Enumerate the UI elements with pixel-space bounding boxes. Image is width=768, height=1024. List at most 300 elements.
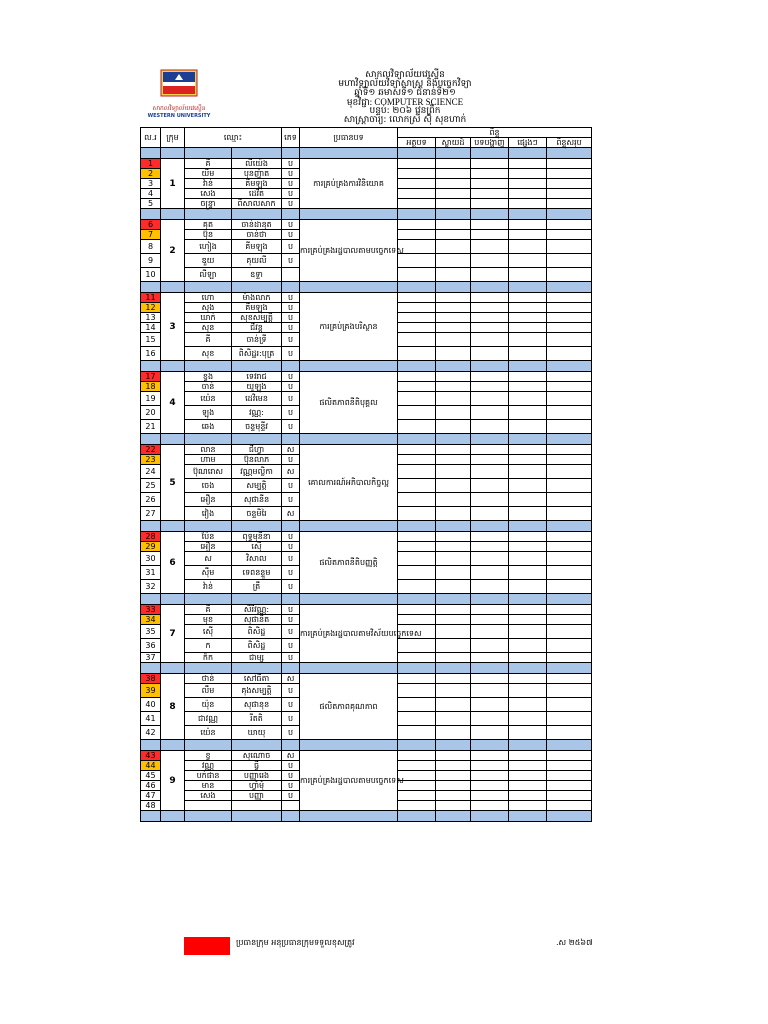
score-presentation[interactable] bbox=[471, 189, 509, 199]
score-article[interactable] bbox=[398, 726, 436, 740]
score-other[interactable] bbox=[509, 313, 547, 323]
score-presentation[interactable] bbox=[471, 653, 509, 663]
score-total[interactable] bbox=[547, 189, 592, 199]
separator-cell bbox=[232, 594, 282, 605]
score-slide[interactable] bbox=[436, 605, 471, 615]
student-lastname: សុង bbox=[185, 303, 232, 313]
score-other[interactable] bbox=[509, 493, 547, 507]
student-no: 42 bbox=[141, 726, 161, 740]
score-presentation[interactable] bbox=[471, 293, 509, 303]
score-article[interactable] bbox=[398, 493, 436, 507]
score-slide[interactable] bbox=[436, 566, 471, 580]
score-other[interactable] bbox=[509, 674, 547, 684]
score-other[interactable] bbox=[509, 347, 547, 361]
score-article[interactable] bbox=[398, 323, 436, 333]
separator-row bbox=[141, 521, 592, 532]
score-article[interactable] bbox=[398, 406, 436, 420]
score-total[interactable] bbox=[547, 372, 592, 382]
score-other[interactable] bbox=[509, 392, 547, 406]
score-other[interactable] bbox=[509, 230, 547, 240]
score-slide[interactable] bbox=[436, 333, 471, 347]
score-other[interactable] bbox=[509, 159, 547, 169]
separator-cell bbox=[185, 282, 232, 293]
student-lastname: ឆេង bbox=[185, 420, 232, 434]
score-total[interactable] bbox=[547, 712, 592, 726]
score-other[interactable] bbox=[509, 507, 547, 521]
student-firstname: ចាន់ទ្រី bbox=[232, 333, 282, 347]
score-other[interactable] bbox=[509, 240, 547, 254]
score-other[interactable] bbox=[509, 580, 547, 594]
score-slide[interactable] bbox=[436, 542, 471, 552]
student-row bbox=[141, 751, 592, 761]
score-presentation[interactable] bbox=[471, 333, 509, 347]
separator-row bbox=[141, 811, 592, 822]
score-other[interactable] bbox=[509, 639, 547, 653]
score-article[interactable] bbox=[398, 455, 436, 465]
score-other[interactable] bbox=[509, 771, 547, 781]
score-slide[interactable] bbox=[436, 323, 471, 333]
student-lastname: គី bbox=[185, 605, 232, 615]
score-slide[interactable] bbox=[436, 240, 471, 254]
score-presentation[interactable] bbox=[471, 240, 509, 254]
score-slide[interactable] bbox=[436, 313, 471, 323]
score-total[interactable] bbox=[547, 268, 592, 282]
score-other[interactable] bbox=[509, 605, 547, 615]
score-other[interactable] bbox=[509, 382, 547, 392]
score-total[interactable] bbox=[547, 420, 592, 434]
score-other[interactable] bbox=[509, 303, 547, 313]
separator-cell bbox=[509, 521, 547, 532]
col-slide: ស្លាយដ៍ bbox=[436, 138, 471, 148]
student-firstname: គីមឡុង bbox=[232, 240, 282, 254]
score-total[interactable] bbox=[547, 479, 592, 493]
score-presentation[interactable] bbox=[471, 220, 509, 230]
score-article[interactable] bbox=[398, 580, 436, 594]
score-other[interactable] bbox=[509, 801, 547, 811]
separator-cell bbox=[282, 148, 300, 159]
score-slide[interactable] bbox=[436, 493, 471, 507]
score-presentation[interactable] bbox=[471, 542, 509, 552]
score-total[interactable] bbox=[547, 532, 592, 542]
student-sex: ប bbox=[282, 392, 300, 406]
score-article[interactable] bbox=[398, 465, 436, 479]
score-other[interactable] bbox=[509, 293, 547, 303]
score-article[interactable] bbox=[398, 347, 436, 361]
separator-cell bbox=[471, 361, 509, 372]
score-presentation[interactable] bbox=[471, 465, 509, 479]
score-presentation[interactable] bbox=[471, 382, 509, 392]
score-total[interactable] bbox=[547, 465, 592, 479]
score-article[interactable] bbox=[398, 303, 436, 313]
score-presentation[interactable] bbox=[471, 751, 509, 761]
student-firstname: ចន្ទមុន្ទីវ bbox=[232, 420, 282, 434]
separator-cell bbox=[398, 521, 436, 532]
score-other[interactable] bbox=[509, 542, 547, 552]
score-other[interactable] bbox=[509, 751, 547, 761]
student-lastname: យឹម bbox=[185, 169, 232, 179]
score-total[interactable] bbox=[547, 333, 592, 347]
score-slide[interactable] bbox=[436, 420, 471, 434]
score-other[interactable] bbox=[509, 791, 547, 801]
score-total[interactable] bbox=[547, 159, 592, 169]
score-slide[interactable] bbox=[436, 382, 471, 392]
score-other[interactable] bbox=[509, 179, 547, 189]
score-other[interactable] bbox=[509, 189, 547, 199]
student-no: 43 bbox=[141, 751, 161, 761]
score-other[interactable] bbox=[509, 653, 547, 663]
separator-row bbox=[141, 148, 592, 159]
score-article[interactable] bbox=[398, 605, 436, 615]
student-firstname: ស៊ើ bbox=[232, 542, 282, 552]
score-presentation[interactable] bbox=[471, 507, 509, 521]
score-presentation[interactable] bbox=[471, 791, 509, 801]
score-total[interactable] bbox=[547, 230, 592, 240]
score-presentation[interactable] bbox=[471, 347, 509, 361]
score-total[interactable] bbox=[547, 552, 592, 566]
separator-row bbox=[141, 594, 592, 605]
score-other[interactable] bbox=[509, 712, 547, 726]
score-total[interactable] bbox=[547, 580, 592, 594]
score-presentation[interactable] bbox=[471, 552, 509, 566]
separator-cell bbox=[509, 663, 547, 674]
score-other[interactable] bbox=[509, 220, 547, 230]
score-total[interactable] bbox=[547, 726, 592, 740]
score-other[interactable] bbox=[509, 333, 547, 347]
separator-cell bbox=[282, 811, 300, 822]
score-other[interactable] bbox=[509, 615, 547, 625]
score-other[interactable] bbox=[509, 445, 547, 455]
score-slide[interactable] bbox=[436, 625, 471, 639]
score-presentation[interactable] bbox=[471, 323, 509, 333]
score-total[interactable] bbox=[547, 179, 592, 189]
student-sex: ប bbox=[282, 420, 300, 434]
score-other[interactable] bbox=[509, 726, 547, 740]
score-presentation[interactable] bbox=[471, 493, 509, 507]
score-total[interactable] bbox=[547, 684, 592, 698]
score-presentation[interactable] bbox=[471, 406, 509, 420]
score-slide[interactable] bbox=[436, 169, 471, 179]
score-slide[interactable] bbox=[436, 507, 471, 521]
score-article[interactable] bbox=[398, 791, 436, 801]
score-total[interactable] bbox=[547, 751, 592, 761]
score-slide[interactable] bbox=[436, 179, 471, 189]
score-article[interactable] bbox=[398, 653, 436, 663]
score-slide[interactable] bbox=[436, 751, 471, 761]
score-presentation[interactable] bbox=[471, 698, 509, 712]
score-article[interactable] bbox=[398, 761, 436, 771]
score-total[interactable] bbox=[547, 240, 592, 254]
score-slide[interactable] bbox=[436, 615, 471, 625]
score-slide[interactable] bbox=[436, 674, 471, 684]
score-slide[interactable] bbox=[436, 406, 471, 420]
group-topic: គោលការណ៍អភិបាលកិច្ចល្អ bbox=[300, 445, 398, 521]
score-article[interactable] bbox=[398, 420, 436, 434]
score-presentation[interactable] bbox=[471, 303, 509, 313]
student-lastname: លឹម bbox=[185, 684, 232, 698]
score-article[interactable] bbox=[398, 220, 436, 230]
score-total[interactable] bbox=[547, 761, 592, 771]
score-presentation[interactable] bbox=[471, 199, 509, 209]
score-slide[interactable] bbox=[436, 254, 471, 268]
score-total[interactable] bbox=[547, 455, 592, 465]
score-presentation[interactable] bbox=[471, 781, 509, 791]
score-slide[interactable] bbox=[436, 303, 471, 313]
separator-cell bbox=[185, 361, 232, 372]
student-firstname: ចាន់ថា bbox=[232, 230, 282, 240]
score-slide[interactable] bbox=[436, 455, 471, 465]
separator-cell bbox=[161, 740, 185, 751]
score-slide[interactable] bbox=[436, 465, 471, 479]
score-article[interactable] bbox=[398, 179, 436, 189]
score-total[interactable] bbox=[547, 382, 592, 392]
score-slide[interactable] bbox=[436, 712, 471, 726]
score-presentation[interactable] bbox=[471, 169, 509, 179]
separator-cell bbox=[232, 209, 282, 220]
score-other[interactable] bbox=[509, 199, 547, 209]
student-sex: ប bbox=[282, 566, 300, 580]
score-presentation[interactable] bbox=[471, 532, 509, 542]
score-presentation[interactable] bbox=[471, 230, 509, 240]
score-slide[interactable] bbox=[436, 684, 471, 698]
score-slide[interactable] bbox=[436, 781, 471, 791]
score-other[interactable] bbox=[509, 465, 547, 479]
score-total[interactable] bbox=[547, 791, 592, 801]
score-total[interactable] bbox=[547, 293, 592, 303]
score-presentation[interactable] bbox=[471, 445, 509, 455]
score-article[interactable] bbox=[398, 801, 436, 811]
score-article[interactable] bbox=[398, 268, 436, 282]
student-sex: ប bbox=[282, 493, 300, 507]
score-slide[interactable] bbox=[436, 532, 471, 542]
score-other[interactable] bbox=[509, 268, 547, 282]
score-total[interactable] bbox=[547, 698, 592, 712]
score-slide[interactable] bbox=[436, 268, 471, 282]
score-article[interactable] bbox=[398, 445, 436, 455]
score-article[interactable] bbox=[398, 333, 436, 347]
student-firstname: គុងសម្បត្តិ bbox=[232, 684, 282, 698]
separator-cell bbox=[436, 740, 471, 751]
student-no: 36 bbox=[141, 639, 161, 653]
score-article[interactable] bbox=[398, 552, 436, 566]
score-slide[interactable] bbox=[436, 159, 471, 169]
score-presentation[interactable] bbox=[471, 254, 509, 268]
score-other[interactable] bbox=[509, 552, 547, 566]
student-sex bbox=[282, 801, 300, 811]
score-slide[interactable] bbox=[436, 372, 471, 382]
score-other[interactable] bbox=[509, 781, 547, 791]
score-article[interactable] bbox=[398, 169, 436, 179]
student-sex: ប bbox=[282, 333, 300, 347]
student-sex: ប bbox=[282, 791, 300, 801]
score-slide[interactable] bbox=[436, 653, 471, 663]
score-article[interactable] bbox=[398, 382, 436, 392]
student-no: 29 bbox=[141, 542, 161, 552]
score-other[interactable] bbox=[509, 625, 547, 639]
score-slide[interactable] bbox=[436, 801, 471, 811]
score-total[interactable] bbox=[547, 771, 592, 781]
score-total[interactable] bbox=[547, 507, 592, 521]
university-logo bbox=[143, 68, 215, 122]
score-other[interactable] bbox=[509, 254, 547, 268]
score-article[interactable] bbox=[398, 479, 436, 493]
score-total[interactable] bbox=[547, 653, 592, 663]
score-total[interactable] bbox=[547, 493, 592, 507]
score-slide[interactable] bbox=[436, 220, 471, 230]
score-other[interactable] bbox=[509, 420, 547, 434]
score-total[interactable] bbox=[547, 199, 592, 209]
score-presentation[interactable] bbox=[471, 455, 509, 465]
score-total[interactable] bbox=[547, 392, 592, 406]
score-article[interactable] bbox=[398, 313, 436, 323]
score-slide[interactable] bbox=[436, 580, 471, 594]
score-presentation[interactable] bbox=[471, 761, 509, 771]
score-article[interactable] bbox=[398, 542, 436, 552]
score-presentation[interactable] bbox=[471, 615, 509, 625]
student-firstname: គឹមឡុង bbox=[232, 179, 282, 189]
separator-cell bbox=[161, 148, 185, 159]
separator-cell bbox=[161, 209, 185, 220]
separator-cell bbox=[398, 282, 436, 293]
score-article[interactable] bbox=[398, 674, 436, 684]
separator-cell bbox=[232, 148, 282, 159]
score-presentation[interactable] bbox=[471, 479, 509, 493]
score-presentation[interactable] bbox=[471, 674, 509, 684]
score-slide[interactable] bbox=[436, 761, 471, 771]
score-article[interactable] bbox=[398, 199, 436, 209]
score-other[interactable] bbox=[509, 566, 547, 580]
score-slide[interactable] bbox=[436, 199, 471, 209]
score-total[interactable] bbox=[547, 801, 592, 811]
student-lastname: ខ្វង bbox=[185, 372, 232, 382]
score-presentation[interactable] bbox=[471, 801, 509, 811]
score-other[interactable] bbox=[509, 406, 547, 420]
score-presentation[interactable] bbox=[471, 420, 509, 434]
score-total[interactable] bbox=[547, 254, 592, 268]
score-total[interactable] bbox=[547, 303, 592, 313]
score-other[interactable] bbox=[509, 372, 547, 382]
student-no: 25 bbox=[141, 479, 161, 493]
score-total[interactable] bbox=[547, 323, 592, 333]
score-presentation[interactable] bbox=[471, 605, 509, 615]
score-total[interactable] bbox=[547, 566, 592, 580]
score-other[interactable] bbox=[509, 169, 547, 179]
separator-cell bbox=[185, 811, 232, 822]
score-slide[interactable] bbox=[436, 639, 471, 653]
score-article[interactable] bbox=[398, 615, 436, 625]
score-presentation[interactable] bbox=[471, 712, 509, 726]
score-other[interactable] bbox=[509, 698, 547, 712]
score-slide[interactable] bbox=[436, 698, 471, 712]
separator-cell bbox=[141, 361, 161, 372]
score-slide[interactable] bbox=[436, 552, 471, 566]
separator-cell bbox=[185, 594, 232, 605]
score-presentation[interactable] bbox=[471, 625, 509, 639]
score-article[interactable] bbox=[398, 532, 436, 542]
score-slide[interactable] bbox=[436, 189, 471, 199]
score-presentation[interactable] bbox=[471, 372, 509, 382]
score-article[interactable] bbox=[398, 254, 436, 268]
score-article[interactable] bbox=[398, 639, 436, 653]
score-presentation[interactable] bbox=[471, 726, 509, 740]
score-presentation[interactable] bbox=[471, 639, 509, 653]
score-total[interactable] bbox=[547, 313, 592, 323]
score-presentation[interactable] bbox=[471, 159, 509, 169]
score-slide[interactable] bbox=[436, 726, 471, 740]
score-total[interactable] bbox=[547, 542, 592, 552]
score-total[interactable] bbox=[547, 639, 592, 653]
score-article[interactable] bbox=[398, 293, 436, 303]
score-presentation[interactable] bbox=[471, 268, 509, 282]
score-slide[interactable] bbox=[436, 479, 471, 493]
score-slide[interactable] bbox=[436, 230, 471, 240]
score-other[interactable] bbox=[509, 455, 547, 465]
score-article[interactable] bbox=[398, 751, 436, 761]
score-article[interactable] bbox=[398, 372, 436, 382]
score-article[interactable] bbox=[398, 684, 436, 698]
logo-subtext: WESTERN UNIVERSITY bbox=[147, 113, 211, 119]
score-total[interactable] bbox=[547, 625, 592, 639]
score-slide[interactable] bbox=[436, 771, 471, 781]
score-total[interactable] bbox=[547, 605, 592, 615]
header-room: បន្ទប់: ២០៦ វេនព្រឹក bbox=[369, 106, 441, 116]
student-row bbox=[141, 532, 592, 542]
score-article[interactable] bbox=[398, 392, 436, 406]
student-firstname: ដេវីត bbox=[232, 189, 282, 199]
score-total[interactable] bbox=[547, 169, 592, 179]
score-total[interactable] bbox=[547, 220, 592, 230]
separator-cell bbox=[185, 434, 232, 445]
score-slide[interactable] bbox=[436, 392, 471, 406]
separator-cell bbox=[282, 521, 300, 532]
score-total[interactable] bbox=[547, 615, 592, 625]
score-presentation[interactable] bbox=[471, 392, 509, 406]
score-total[interactable] bbox=[547, 674, 592, 684]
score-article[interactable] bbox=[398, 159, 436, 169]
score-article[interactable] bbox=[398, 712, 436, 726]
score-article[interactable] bbox=[398, 507, 436, 521]
score-presentation[interactable] bbox=[471, 580, 509, 594]
score-presentation[interactable] bbox=[471, 566, 509, 580]
score-presentation[interactable] bbox=[471, 313, 509, 323]
score-other[interactable] bbox=[509, 532, 547, 542]
student-sex: ប bbox=[282, 726, 300, 740]
score-presentation[interactable] bbox=[471, 684, 509, 698]
score-slide[interactable] bbox=[436, 791, 471, 801]
score-slide[interactable] bbox=[436, 347, 471, 361]
student-sex: ស bbox=[282, 465, 300, 479]
score-slide[interactable] bbox=[436, 293, 471, 303]
score-other[interactable] bbox=[509, 684, 547, 698]
separator-cell bbox=[398, 361, 436, 372]
score-total[interactable] bbox=[547, 406, 592, 420]
score-article[interactable] bbox=[398, 230, 436, 240]
score-total[interactable] bbox=[547, 445, 592, 455]
separator-row bbox=[141, 740, 592, 751]
score-total[interactable] bbox=[547, 781, 592, 791]
score-other[interactable] bbox=[509, 479, 547, 493]
score-article[interactable] bbox=[398, 189, 436, 199]
student-sex: ប bbox=[282, 712, 300, 726]
score-presentation[interactable] bbox=[471, 771, 509, 781]
score-article[interactable] bbox=[398, 698, 436, 712]
score-other[interactable] bbox=[509, 323, 547, 333]
score-presentation[interactable] bbox=[471, 179, 509, 189]
student-row bbox=[141, 674, 592, 684]
score-other[interactable] bbox=[509, 761, 547, 771]
score-slide[interactable] bbox=[436, 445, 471, 455]
score-article[interactable] bbox=[398, 566, 436, 580]
score-total[interactable] bbox=[547, 347, 592, 361]
